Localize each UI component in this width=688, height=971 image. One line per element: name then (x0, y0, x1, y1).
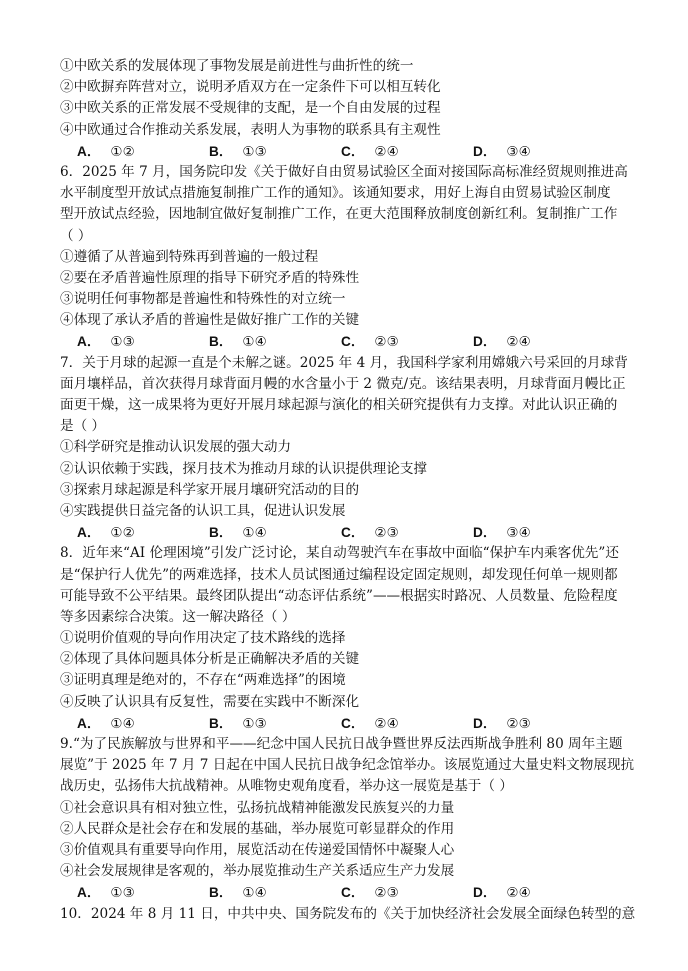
option-letter: B． (209, 715, 233, 731)
question-stem-line: 8．近年来“AI 伦理困境”引发广泛讨论，某自动驾驶汽车在事故中面临“保护车内乘客优先”还 (60, 545, 619, 562)
option-letter: D． (473, 334, 497, 350)
question-stem-line: 面月壤样品，首次获得月球背面月幔的水含量小于 2 微克/克。该结果表明，月球背面月幔比正 (60, 375, 626, 392)
option-value: ③④ (506, 143, 531, 160)
statement-item: ①遵循了从普遍到特殊再到普遍的一般过程 (60, 248, 319, 265)
option-letter: A． (77, 525, 101, 541)
answer-option (473, 713, 605, 734)
statement-item: ③探索月球起源是科学家开展月壤研究活动的目的 (60, 481, 360, 498)
option-value: ②③ (506, 715, 531, 732)
option-value: ①③ (110, 885, 135, 902)
option-letter: D． (473, 885, 497, 901)
answer-option (209, 713, 341, 734)
option-letter: B． (209, 143, 233, 159)
option-letter: A． (77, 334, 101, 350)
option-letter: C． (341, 715, 365, 731)
option-letter: B． (209, 525, 233, 541)
option-value: ①④ (242, 525, 267, 542)
answer-option (77, 522, 209, 543)
answer-options-row (60, 522, 642, 543)
statement-item: ②要在矛盾普遍性原理的指导下研究矛盾的特殊性 (60, 269, 360, 286)
option-value: ①④ (110, 715, 135, 732)
statement-item: ①中欧关系的发展体现了事物发展是前进性与曲折性的统一 (60, 58, 414, 74)
question-stem-line: 6．2025 年 7 月，国务院印发《关于做好自由贸易试验区全面对接国际高标准经贸规则推进高 (60, 163, 628, 180)
answer-option (473, 522, 605, 543)
question-stem-line: 是“保护行人优先”的两难选择，技术人员试图通过编程设定固定规则，却发现任何单一规则都 (60, 566, 618, 583)
answer-option (209, 331, 341, 352)
answer-option (77, 713, 209, 734)
statement-item: ①社会意识具有相对独立性，弘扬抗战精神能激发民族复兴的力量 (60, 799, 455, 816)
question-stem-line: 展览”于 2025 年 7 月 7 日起在中国人民抗日战争纪念馆举办。该展览通过大量史料文物展现抗 (60, 757, 635, 774)
statement-item: ④中欧通过合作推动关系发展，表明人为事物的联系具有主观性 (60, 121, 441, 138)
question-stem-line: 7．关于月球的起源一直是个未解之谜。2025 年 4 月，我国科学家利用嫦娥六号采回的月球背 (60, 354, 628, 371)
statement-item: ④实践提供日益完备的认识工具，促进认识发展 (60, 502, 346, 519)
answer-option (209, 141, 341, 162)
option-value: ②③ (374, 525, 399, 542)
question-block-q6 (60, 162, 642, 353)
option-value: ②③ (374, 334, 399, 351)
statement-item: ②中欧摒弃阵营对立，说明矛盾双方在一定条件下可以相互转化 (60, 79, 441, 96)
option-letter: C． (341, 334, 365, 350)
statement-item: ③证明真理是绝对的，不存在“两难选择”的困境 (60, 672, 346, 689)
question-stem-line: 等多因素综合决策。这一解决路径（ ） (60, 608, 296, 625)
option-letter: C． (341, 143, 365, 159)
question-block-q7 (60, 353, 642, 544)
statement-item: ④体现了承认矛盾的普遍性是做好推广工作的关键 (60, 312, 360, 329)
option-value: ①② (110, 525, 135, 542)
answer-options-row (60, 331, 642, 352)
statement-item: ④反映了认识具有反复性，需要在实践中不断深化 (60, 693, 360, 710)
statement-item: ①说明价值观的导向作用决定了技术路线的选择 (60, 630, 346, 647)
question-stem-line: 10．2024 年 8 月 11 日，中共中央、国务院发布的《关于加快经济社会发展全面绿色转型的意 (60, 905, 636, 922)
option-value: ②④ (374, 715, 399, 732)
answer-option (473, 882, 605, 903)
answer-options-row (60, 713, 642, 734)
option-letter: B． (209, 334, 233, 350)
question-stem-line: （ ） (60, 227, 92, 244)
answer-options-row (60, 141, 642, 162)
question-stem-line: 水平制度型开放试点措施复制推广工作的通知》。该通知要求，用好上海自由贸易试验区制度 (60, 185, 611, 202)
question-stem-line: 9.“为了民族解放与世界和平——纪念中国人民抗日战争暨世界反法西斯战争胜利 80 周年主题 (60, 736, 623, 752)
statement-item: ②体现了具体问题具体分析是正确解决矛盾的关键 (60, 651, 360, 668)
question-stem-line: 可能导致不公平结果。最终团队提出“动态评估系统”——根据实时路况、人员数量、危险程度 (60, 587, 618, 604)
statement-item: ②认识依赖于实践，探月技术为推动月球的认识提供理论支撑 (60, 460, 428, 477)
statement-item: ②人民群众是社会存在和发展的基础，举办展览可彰显群众的作用 (60, 820, 455, 837)
answer-option (77, 141, 209, 162)
answer-options-row (60, 882, 642, 903)
answer-option (341, 882, 473, 903)
option-value: ②④ (506, 334, 531, 351)
question-block-q9 (60, 734, 642, 904)
question-block-q5 (60, 56, 642, 162)
answer-option (341, 141, 473, 162)
option-value: ①② (110, 143, 135, 160)
question-stem-line: 是（ ） (60, 418, 106, 435)
statement-item: ③中欧关系的正常发展不受规律的支配，是一个自由发展的过程 (60, 100, 441, 117)
option-value: ②④ (506, 885, 531, 902)
statement-item: ③说明任何事物都是普遍性和特殊性的对立统一 (60, 291, 346, 308)
question-stem-line: 战历史，弘扬伟大抗战精神。从唯物史观角度看，举办这一展览是基于（ ） (60, 778, 513, 795)
answer-option (341, 713, 473, 734)
answer-option (341, 331, 473, 352)
option-value: ①③ (110, 334, 135, 351)
option-value: ①③ (242, 143, 267, 160)
option-letter: C． (341, 525, 365, 541)
question-block-q8 (60, 543, 642, 734)
answer-option (77, 331, 209, 352)
answer-option (473, 331, 605, 352)
option-value: ②③ (374, 885, 399, 902)
statement-item: ③价值观具有重要导向作用，展览活动在传递爱国情怀中凝聚人心 (60, 841, 455, 858)
answer-option (473, 141, 605, 162)
answer-option (77, 882, 209, 903)
option-letter: D． (473, 143, 497, 159)
option-value: ①④ (242, 334, 267, 351)
option-letter: A． (77, 715, 101, 731)
option-letter: A． (77, 143, 101, 159)
statement-item: ④社会发展规律是客观的，举办展览推动生产关系适应生产力发展 (60, 863, 455, 880)
option-value: ②④ (374, 143, 399, 160)
option-value: ①③ (242, 715, 267, 732)
statement-item: ①科学研究是推动认识发展的强大动力 (60, 439, 292, 456)
option-letter: C． (341, 885, 365, 901)
answer-option (341, 522, 473, 543)
question-block-q10 (60, 904, 642, 925)
option-letter: B． (209, 885, 233, 901)
answer-option (209, 522, 341, 543)
option-letter: A． (77, 885, 101, 901)
answer-option (209, 882, 341, 903)
option-value: ③④ (506, 525, 531, 542)
option-value: ①④ (242, 885, 267, 902)
option-letter: D． (473, 525, 497, 541)
question-stem-line: 面更干燥，这一成果将为更好开展月球起源与演化的相关研究提供有力支撑。对此认识正确的 (60, 397, 618, 413)
option-letter: D． (473, 715, 497, 731)
question-stem-line: 型开放试点经验，因地制宜做好复制推广工作，在更大范围释放制度创新红利。复制推广工作 (60, 206, 618, 223)
